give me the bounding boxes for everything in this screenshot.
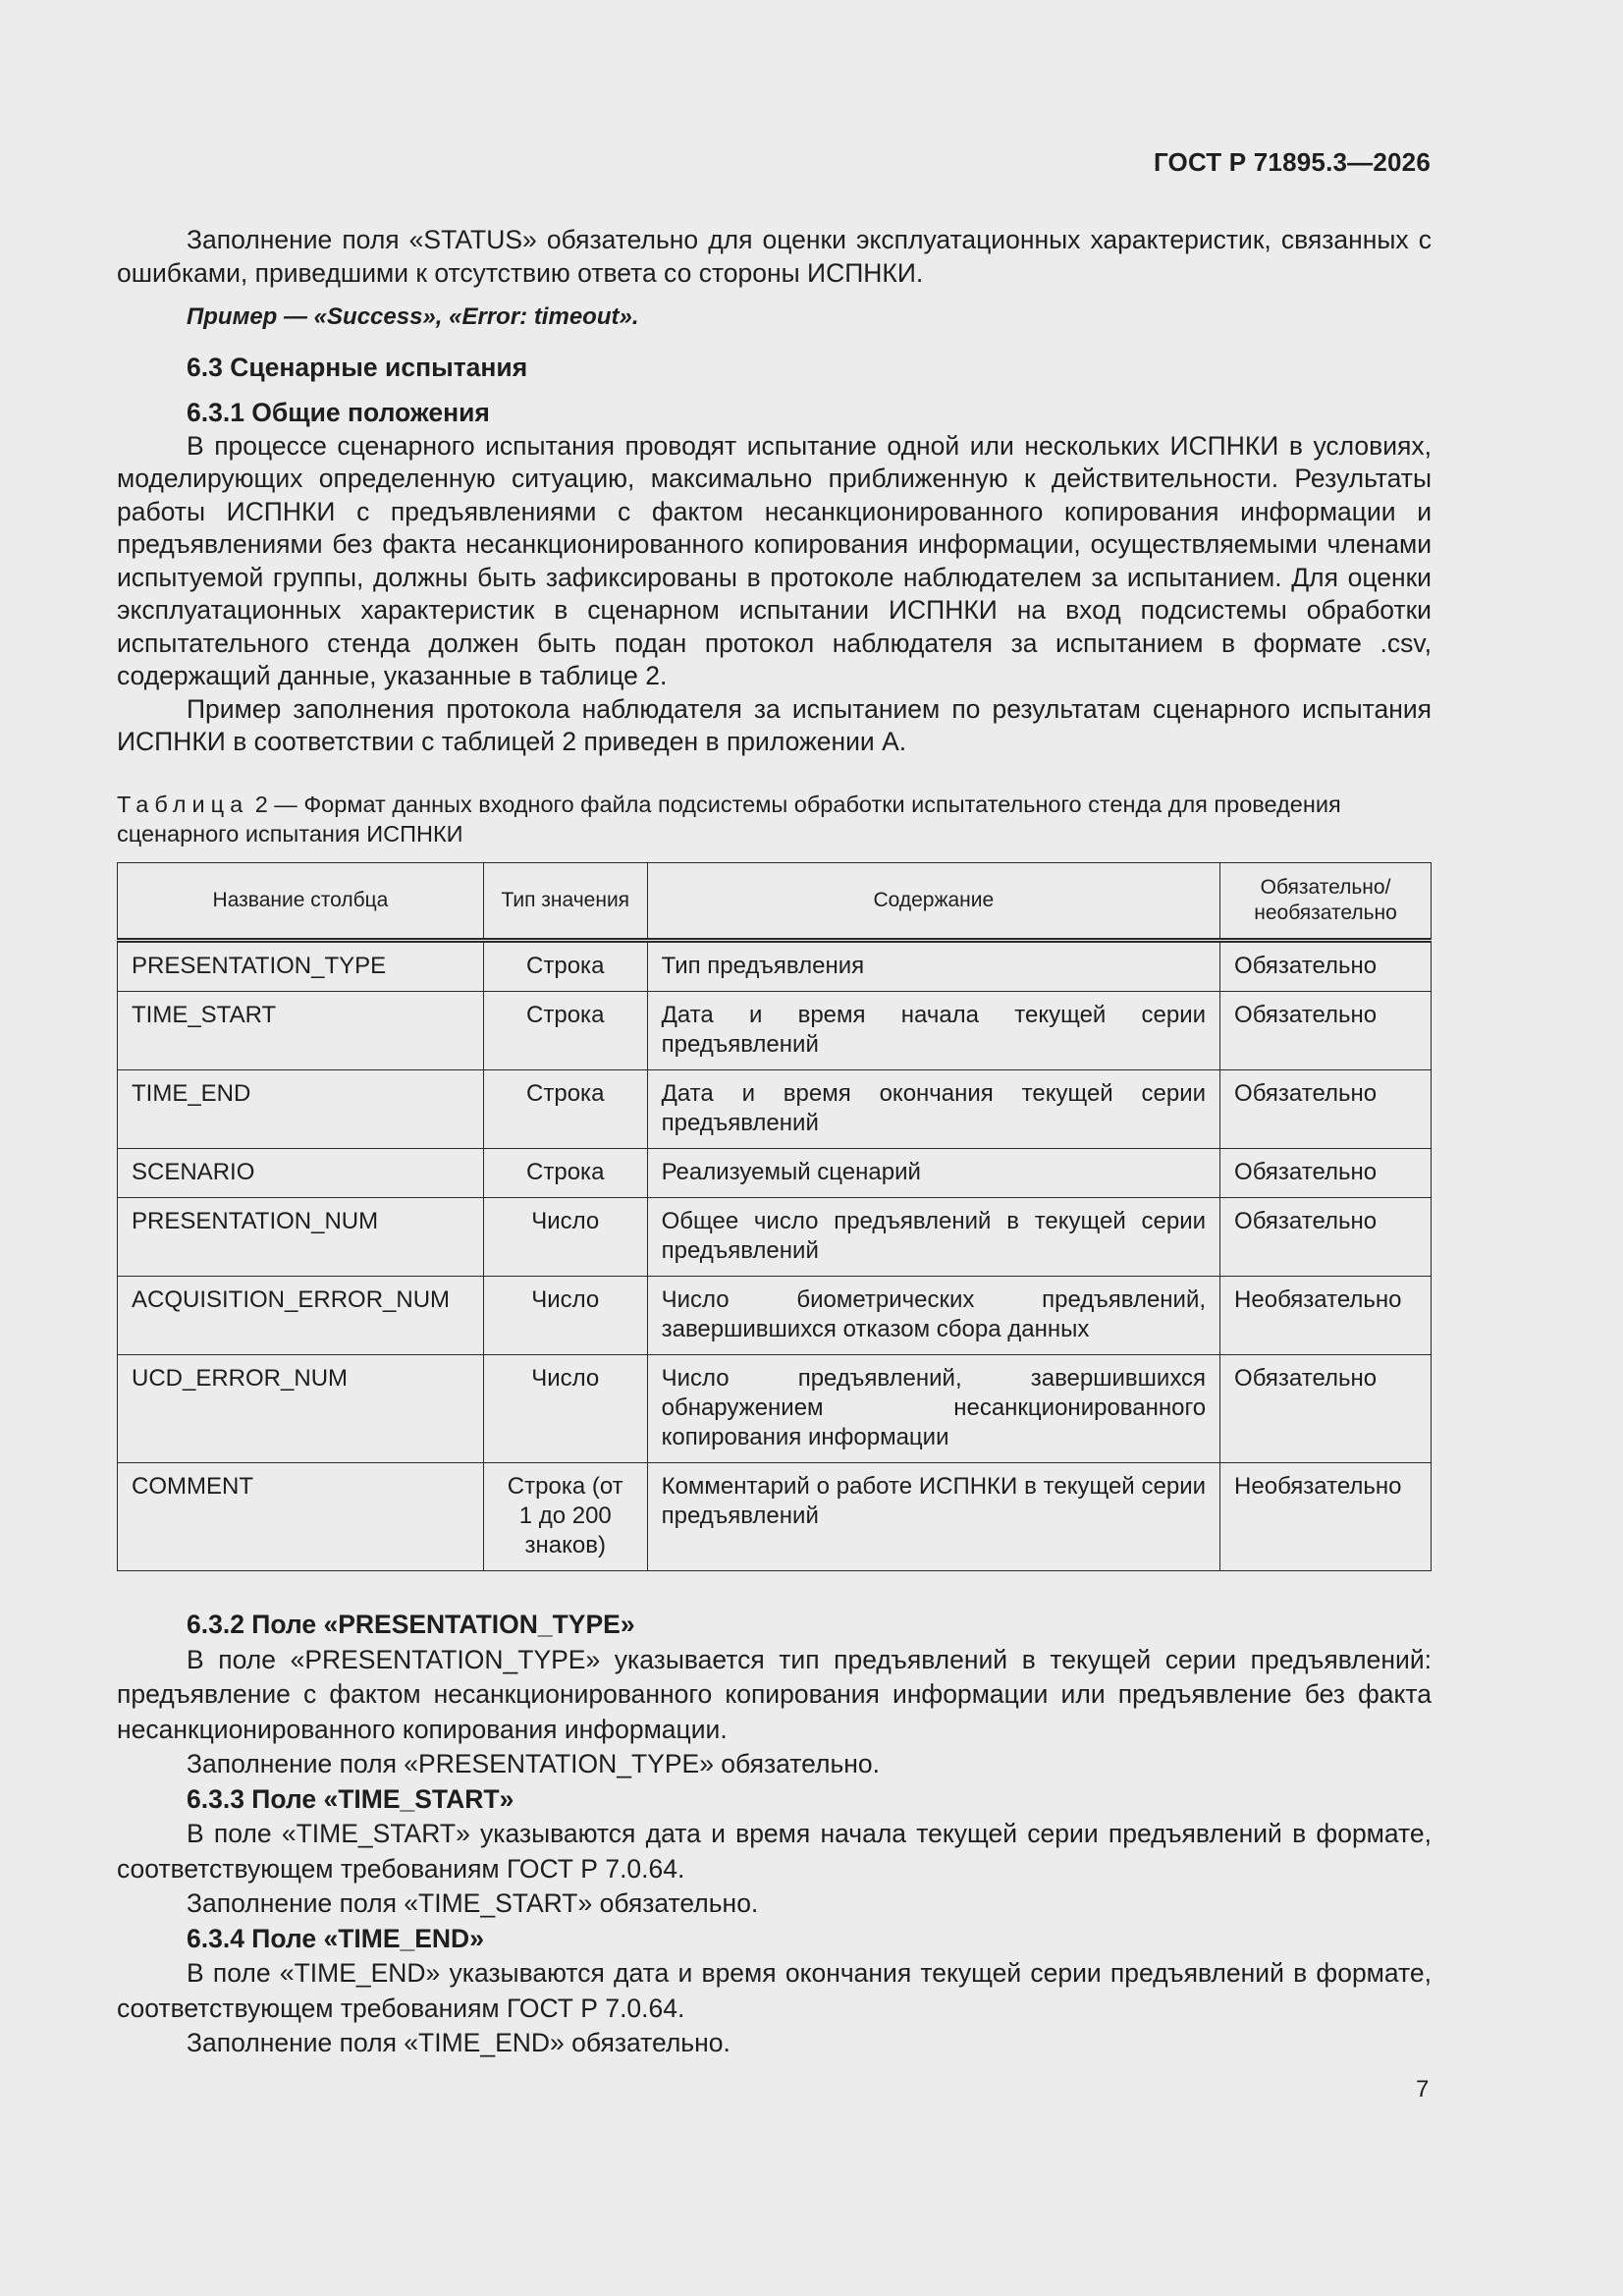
header-column-name: Название столбца	[118, 863, 484, 941]
cell-required: Необязательно	[1220, 1277, 1432, 1355]
cell-type: Число	[483, 1277, 647, 1355]
cell-type: Строка (от 1 до 200 знаков)	[483, 1463, 647, 1571]
cell-content: Число предъявлений, завершившихся обнаружением несанкционированного копирования информации	[647, 1355, 1219, 1463]
header-value-type: Тип значения	[483, 863, 647, 941]
paragraph-time-end-required: Заполнение поля «TIME_END» обязательно.	[187, 2028, 730, 2057]
table-header-row	[118, 863, 1432, 941]
paragraph-time-start: В поле «TIME_START» указываются дата и время начала текущей серии предъявлений в формате, соответствующем требованиям ГОСТ Р 7.0.64.	[117, 1819, 1432, 1884]
page-number: 7	[1416, 2076, 1430, 2103]
heading-6-3-2: 6.3.2 Поле «PRESENTATION_TYPE»	[187, 1610, 635, 1639]
paragraph-presentation-type: В поле «PRESENTATION_TYPE» указывается тип предъявлений в текущей серии предъявлений: предъявление с фактом несанкционированного копирования информации или предъявление без факта несанкционированного копирования информации.	[117, 1644, 1432, 1744]
table-row	[118, 1355, 1432, 1463]
cell-content: Число биометрических предъявлений, завершившихся отказом сбора данных	[647, 1277, 1219, 1355]
data-format-table	[117, 862, 1432, 1571]
cell-type: Число	[483, 1355, 647, 1463]
paragraph-general: В процессе сценарного испытания проводят испытание одной или нескольких ИСПНКИ в условиях, моделирующих определенную ситуацию, максимально приближенную к действительности. Результаты работы ИСПНКИ с предъявлениями с фактом несанкционированного копирования информации и предъявлениями без факта несанкционированного копирования информации, осуществляемыми членами испытуемой группы, должны быть зафиксированы в протоколе наблюдателем за испытанием. Для оценки эксплуатационных характеристик в сценарном испытании ИСПНКИ на вход подсистемы обработки испытательного стенда должен быть подан протокол наблюдателя за испытанием в формате .csv, содержащий данные, указанные в таблице 2.	[117, 430, 1432, 690]
table-caption	[117, 790, 1432, 848]
table-caption-label: Таблица	[117, 792, 249, 817]
cell-name: SCENARIO	[118, 1149, 484, 1198]
table-row	[118, 992, 1432, 1070]
table-row	[118, 1463, 1432, 1571]
cell-name: UCD_ERROR_NUM	[118, 1355, 484, 1463]
cell-type: Число	[483, 1198, 647, 1277]
cell-content: Реализуемый сценарий	[647, 1149, 1219, 1198]
section-bottom	[117, 1608, 1432, 2061]
heading-6-3-1: 6.3.1 Общие положения	[187, 398, 490, 427]
cell-name: COMMENT	[118, 1463, 484, 1571]
cell-required: Обязательно	[1220, 941, 1432, 992]
cell-required: Обязательно	[1220, 992, 1432, 1070]
example-note: Пример — «Success», «Error: timeout».	[187, 303, 639, 330]
cell-content: Тип предъявления	[647, 941, 1219, 992]
heading-6-3-3: 6.3.3 Поле «TIME_START»	[187, 1783, 514, 1814]
cell-name: PRESENTATION_NUM	[118, 1198, 484, 1277]
cell-type: Строка	[483, 941, 647, 992]
heading-6-3-4: 6.3.4 Поле «TIME_END»	[187, 1923, 484, 1953]
cell-content: Общее число предъявлений в текущей серии предъявлений	[647, 1198, 1219, 1277]
header-required: Обязательно/ необязательно	[1220, 863, 1432, 941]
cell-required: Обязательно	[1220, 1198, 1432, 1277]
table-row	[118, 941, 1432, 992]
cell-type: Строка	[483, 1149, 647, 1198]
cell-name: ACQUISITION_ERROR_NUM	[118, 1277, 484, 1355]
cell-required: Необязательно	[1220, 1463, 1432, 1571]
table-caption-text: 2 — Формат данных входного файла подсистемы обработки испытательного стенда для проведения сценарного испытания ИСПНКИ	[117, 792, 1341, 847]
cell-name: TIME_START	[118, 992, 484, 1070]
cell-content: Комментарий о работе ИСПНКИ в текущей серии предъявлений	[647, 1463, 1219, 1571]
paragraph-time-start-required: Заполнение поля «TIME_START» обязательно.	[187, 1888, 759, 1918]
cell-required: Обязательно	[1220, 1070, 1432, 1149]
table-row	[118, 1070, 1432, 1149]
cell-type: Строка	[483, 1070, 647, 1149]
table-row	[118, 1198, 1432, 1277]
paragraph-example-ref: Пример заполнения протокола наблюдателя за испытанием по результатам сценарного испытания ИСПНКИ в соответствии с таблицей 2 приведен в приложении А.	[117, 693, 1432, 756]
document-header: ГОСТ Р 71895.3—2026	[1153, 147, 1431, 177]
table-row	[118, 1149, 1432, 1198]
cell-name: TIME_END	[118, 1070, 484, 1149]
heading-6-3: 6.3 Сценарные испытания	[187, 352, 528, 382]
cell-required: Обязательно	[1220, 1149, 1432, 1198]
cell-content: Дата и время окончания текущей серии предъявлений	[647, 1070, 1219, 1149]
paragraph-status: Заполнение поля «STATUS» обязательно для оценки эксплуатационных характеристик, связанных с ошибками, приведшими к отсутствию ответа со стороны ИСПНКИ.	[117, 225, 1432, 288]
cell-required: Обязательно	[1220, 1355, 1432, 1463]
cell-name: PRESENTATION_TYPE	[118, 941, 484, 992]
table-row	[118, 1277, 1432, 1355]
cell-type: Строка	[483, 992, 647, 1070]
section-top	[117, 224, 1432, 759]
paragraph-presentation-type-required: Заполнение поля «PRESENTATION_TYPE» обязательно.	[187, 1749, 880, 1778]
paragraph-time-end: В поле «TIME_END» указываются дата и время окончания текущей серии предъявлений в формате, соответствующем требованиям ГОСТ Р 7.0.64.	[117, 1958, 1432, 2023]
header-content: Содержание	[647, 863, 1219, 941]
cell-content: Дата и время начала текущей серии предъявлений	[647, 992, 1219, 1070]
